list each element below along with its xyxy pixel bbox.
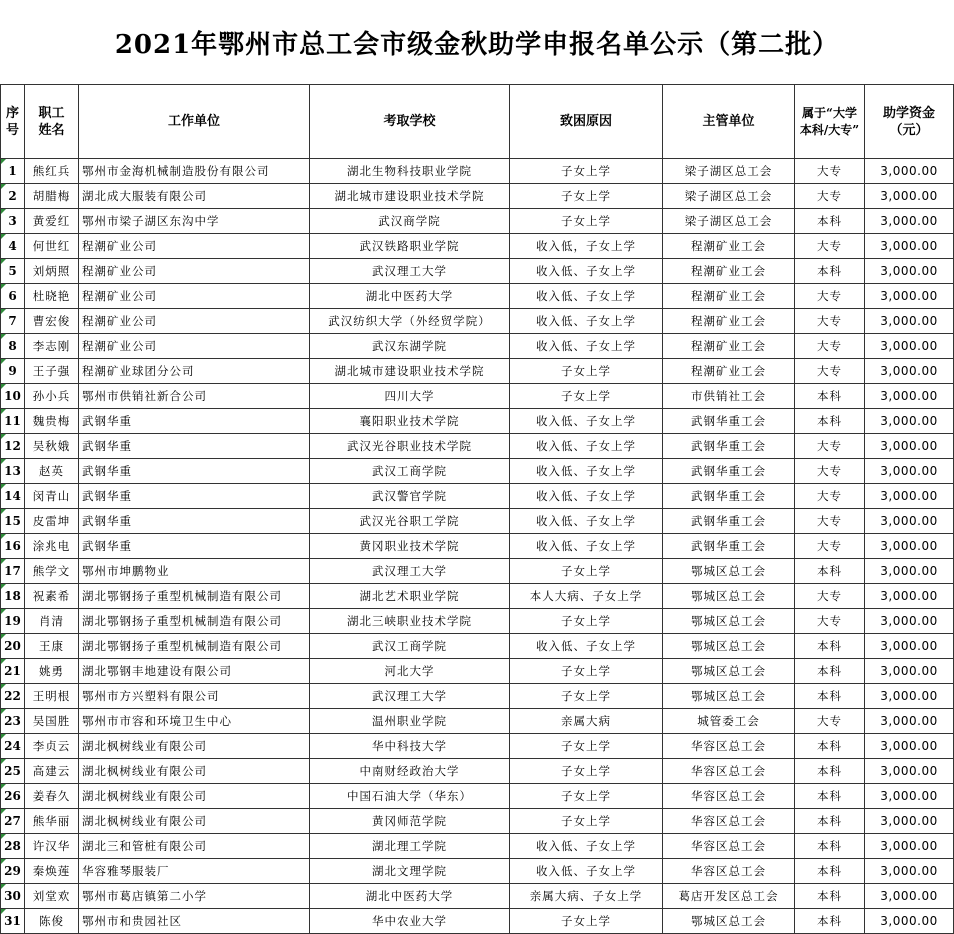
school: 黄冈师范学院 <box>310 809 510 834</box>
hardship-reason: 收入低、子女上学 <box>510 284 663 309</box>
degree-type: 本科 <box>795 559 865 584</box>
row-index: 21 <box>1 659 25 684</box>
school: 华中科技大学 <box>310 734 510 759</box>
aid-amount: 3,000.00 <box>865 584 954 609</box>
work-unit: 程潮矿业公司 <box>79 284 310 309</box>
department: 程潮矿业工会 <box>663 309 795 334</box>
hardship-reason: 收入低、子女上学 <box>510 859 663 884</box>
aid-amount: 3,000.00 <box>865 609 954 634</box>
row-index: 12 <box>1 434 25 459</box>
aid-amount: 3,000.00 <box>865 534 954 559</box>
degree-type: 本科 <box>795 909 865 934</box>
table-row <box>1 234 954 259</box>
school: 湖北生物科技职业学院 <box>310 159 510 184</box>
school: 武汉铁路职业学院 <box>310 234 510 259</box>
row-index: 29 <box>1 859 25 884</box>
applicant-name: 孙小兵 <box>25 384 79 409</box>
hardship-reason: 收入低、子女上学 <box>510 259 663 284</box>
department: 程潮矿业工会 <box>663 359 795 384</box>
degree-type: 大专 <box>795 509 865 534</box>
school: 武汉警官学院 <box>310 484 510 509</box>
aid-amount: 3,000.00 <box>865 859 954 884</box>
school: 武汉商学院 <box>310 209 510 234</box>
department: 武钢华重工会 <box>663 434 795 459</box>
department: 程潮矿业工会 <box>663 284 795 309</box>
table-row <box>1 434 954 459</box>
row-index: 23 <box>1 709 25 734</box>
applicant-name: 杜晓艳 <box>25 284 79 309</box>
row-index: 22 <box>1 684 25 709</box>
work-unit: 湖北枫树线业有限公司 <box>79 759 310 784</box>
school: 襄阳职业技术学院 <box>310 409 510 434</box>
school: 武汉理工大学 <box>310 559 510 584</box>
school: 武汉光谷职工学院 <box>310 509 510 534</box>
row-index: 16 <box>1 534 25 559</box>
work-unit: 鄂州市方兴塑料有限公司 <box>79 684 310 709</box>
hardship-reason: 子女上学 <box>510 734 663 759</box>
row-index: 4 <box>1 234 25 259</box>
applicant-name: 李志刚 <box>25 334 79 359</box>
applicant-table <box>0 84 954 934</box>
school: 湖北城市建设职业技术学院 <box>310 359 510 384</box>
applicant-name: 熊学文 <box>25 559 79 584</box>
row-index: 7 <box>1 309 25 334</box>
row-index: 27 <box>1 809 25 834</box>
work-unit: 湖北枫树线业有限公司 <box>79 784 310 809</box>
degree-type: 本科 <box>795 884 865 909</box>
degree-type: 大专 <box>795 534 865 559</box>
work-unit: 程潮矿业公司 <box>79 234 310 259</box>
degree-type: 本科 <box>795 684 865 709</box>
work-unit: 湖北鄂钢扬子重型机械制造有限公司 <box>79 584 310 609</box>
table-row <box>1 409 954 434</box>
degree-type: 大专 <box>795 459 865 484</box>
aid-amount: 3,000.00 <box>865 709 954 734</box>
degree-type: 本科 <box>795 409 865 434</box>
hardship-reason: 子女上学 <box>510 609 663 634</box>
row-index: 2 <box>1 184 25 209</box>
header-department: 主管单位 <box>663 85 795 159</box>
degree-type: 本科 <box>795 209 865 234</box>
work-unit: 武钢华重 <box>79 534 310 559</box>
work-unit: 武钢华重 <box>79 484 310 509</box>
row-index: 15 <box>1 509 25 534</box>
degree-type: 大专 <box>795 709 865 734</box>
work-unit: 湖北三和管桩有限公司 <box>79 834 310 859</box>
school: 湖北文理学院 <box>310 859 510 884</box>
aid-amount: 3,000.00 <box>865 734 954 759</box>
hardship-reason: 收入低、子女上学 <box>510 434 663 459</box>
work-unit: 程潮矿业公司 <box>79 259 310 284</box>
aid-amount: 3,000.00 <box>865 234 954 259</box>
applicant-name: 熊华丽 <box>25 809 79 834</box>
table-row <box>1 284 954 309</box>
hardship-reason: 收入低，子女上学 <box>510 234 663 259</box>
school: 中国石油大学（华东） <box>310 784 510 809</box>
hardship-reason: 子女上学 <box>510 684 663 709</box>
school: 华中农业大学 <box>310 909 510 934</box>
table-row <box>1 584 954 609</box>
school: 湖北理工学院 <box>310 834 510 859</box>
degree-type: 本科 <box>795 759 865 784</box>
header-school: 考取学校 <box>310 85 510 159</box>
aid-amount: 3,000.00 <box>865 284 954 309</box>
applicant-name: 姜春久 <box>25 784 79 809</box>
hardship-reason: 收入低、子女上学 <box>510 634 663 659</box>
department: 华容区总工会 <box>663 859 795 884</box>
table-row <box>1 259 954 284</box>
work-unit: 鄂州市葛店镇第二小学 <box>79 884 310 909</box>
degree-type: 大专 <box>795 334 865 359</box>
row-index: 28 <box>1 834 25 859</box>
aid-amount: 3,000.00 <box>865 834 954 859</box>
table-row <box>1 684 954 709</box>
table-row <box>1 459 954 484</box>
work-unit: 华容雅琴服装厂 <box>79 859 310 884</box>
table-row <box>1 209 954 234</box>
row-index: 6 <box>1 284 25 309</box>
department: 华容区总工会 <box>663 834 795 859</box>
applicant-name: 李贞云 <box>25 734 79 759</box>
work-unit: 鄂州市梁子湖区东沟中学 <box>79 209 310 234</box>
degree-type: 大专 <box>795 159 865 184</box>
header-index: 序号 <box>1 85 25 159</box>
department: 市供销社工会 <box>663 384 795 409</box>
degree-type: 大专 <box>795 359 865 384</box>
row-index: 8 <box>1 334 25 359</box>
department: 华容区总工会 <box>663 759 795 784</box>
applicant-name: 黄爱红 <box>25 209 79 234</box>
work-unit: 鄂州市和贵园社区 <box>79 909 310 934</box>
work-unit: 湖北成大服装有限公司 <box>79 184 310 209</box>
table-row <box>1 159 954 184</box>
department: 鄂城区总工会 <box>663 634 795 659</box>
department: 武钢华重工会 <box>663 534 795 559</box>
degree-type: 本科 <box>795 259 865 284</box>
department: 武钢华重工会 <box>663 509 795 534</box>
applicant-name: 王康 <box>25 634 79 659</box>
aid-amount: 3,000.00 <box>865 659 954 684</box>
aid-amount: 3,000.00 <box>865 259 954 284</box>
school: 湖北艺术职业学院 <box>310 584 510 609</box>
school: 黄冈职业技术学院 <box>310 534 510 559</box>
school: 湖北三峡职业技术学院 <box>310 609 510 634</box>
hardship-reason: 亲属大病 <box>510 709 663 734</box>
header-amount: 助学资金（元） <box>865 85 954 159</box>
applicant-name: 吴国胜 <box>25 709 79 734</box>
applicant-name: 高建云 <box>25 759 79 784</box>
row-index: 10 <box>1 384 25 409</box>
hardship-reason: 收入低、子女上学 <box>510 534 663 559</box>
hardship-reason: 子女上学 <box>510 384 663 409</box>
work-unit: 湖北鄂钢扬子重型机械制造有限公司 <box>79 634 310 659</box>
row-index: 19 <box>1 609 25 634</box>
hardship-reason: 亲属大病、子女上学 <box>510 884 663 909</box>
department: 华容区总工会 <box>663 734 795 759</box>
table-row <box>1 359 954 384</box>
school: 武汉纺织大学（外经贸学院） <box>310 309 510 334</box>
department: 葛店开发区总工会 <box>663 884 795 909</box>
hardship-reason: 子女上学 <box>510 659 663 684</box>
school: 温州职业学院 <box>310 709 510 734</box>
table-row <box>1 634 954 659</box>
school: 武汉理工大学 <box>310 684 510 709</box>
hardship-reason: 收入低、子女上学 <box>510 834 663 859</box>
work-unit: 鄂州市坤鹏物业 <box>79 559 310 584</box>
work-unit: 湖北鄂钢扬子重型机械制造有限公司 <box>79 609 310 634</box>
hardship-reason: 子女上学 <box>510 209 663 234</box>
row-index: 17 <box>1 559 25 584</box>
degree-type: 大专 <box>795 284 865 309</box>
table-row <box>1 734 954 759</box>
department: 程潮矿业工会 <box>663 259 795 284</box>
work-unit: 程潮矿业公司 <box>79 309 310 334</box>
row-index: 14 <box>1 484 25 509</box>
hardship-reason: 收入低、子女上学 <box>510 459 663 484</box>
hardship-reason: 子女上学 <box>510 784 663 809</box>
aid-amount: 3,000.00 <box>865 809 954 834</box>
aid-amount: 3,000.00 <box>865 459 954 484</box>
degree-type: 大专 <box>795 484 865 509</box>
table-row <box>1 559 954 584</box>
work-unit: 程潮矿业球团分公司 <box>79 359 310 384</box>
applicant-name: 许汉华 <box>25 834 79 859</box>
aid-amount: 3,000.00 <box>865 559 954 584</box>
degree-type: 大专 <box>795 584 865 609</box>
department: 武钢华重工会 <box>663 459 795 484</box>
applicant-name: 秦焕莲 <box>25 859 79 884</box>
table-row <box>1 809 954 834</box>
table-row <box>1 384 954 409</box>
school: 中南财经政治大学 <box>310 759 510 784</box>
aid-amount: 3,000.00 <box>865 759 954 784</box>
school: 四川大学 <box>310 384 510 409</box>
department: 程潮矿业工会 <box>663 234 795 259</box>
department: 鄂城区总工会 <box>663 659 795 684</box>
table-row <box>1 509 954 534</box>
table-row <box>1 659 954 684</box>
aid-amount: 3,000.00 <box>865 309 954 334</box>
aid-amount: 3,000.00 <box>865 409 954 434</box>
aid-amount: 3,000.00 <box>865 184 954 209</box>
work-unit: 湖北枫树线业有限公司 <box>79 809 310 834</box>
table-row <box>1 884 954 909</box>
row-index: 3 <box>1 209 25 234</box>
degree-type: 大专 <box>795 434 865 459</box>
applicant-name: 曹宏俊 <box>25 309 79 334</box>
degree-type: 大专 <box>795 184 865 209</box>
hardship-reason: 收入低、子女上学 <box>510 484 663 509</box>
table-row <box>1 184 954 209</box>
table-row <box>1 834 954 859</box>
hardship-reason: 子女上学 <box>510 759 663 784</box>
table-header-row <box>1 85 954 159</box>
applicant-name: 刘堂欢 <box>25 884 79 909</box>
degree-type: 本科 <box>795 384 865 409</box>
aid-amount: 3,000.00 <box>865 384 954 409</box>
hardship-reason: 本人大病、子女上学 <box>510 584 663 609</box>
school: 湖北中医药大学 <box>310 284 510 309</box>
work-unit: 武钢华重 <box>79 459 310 484</box>
row-index: 20 <box>1 634 25 659</box>
row-index: 30 <box>1 884 25 909</box>
school: 湖北中医药大学 <box>310 884 510 909</box>
table-row <box>1 759 954 784</box>
table-row <box>1 909 954 934</box>
degree-type: 大专 <box>795 309 865 334</box>
department: 华容区总工会 <box>663 784 795 809</box>
department: 鄂城区总工会 <box>663 584 795 609</box>
page-title: 2021年鄂州市总工会市级金秋助学申报名单公示（第二批） <box>114 29 840 60</box>
applicant-name: 陈俊 <box>25 909 79 934</box>
degree-type: 本科 <box>795 659 865 684</box>
hardship-reason: 子女上学 <box>510 184 663 209</box>
table-row <box>1 484 954 509</box>
applicant-name: 熊红兵 <box>25 159 79 184</box>
header-name: 职工姓名 <box>25 85 79 159</box>
work-unit: 鄂州市供销社新合公司 <box>79 384 310 409</box>
applicant-name: 闵青山 <box>25 484 79 509</box>
aid-amount: 3,000.00 <box>865 634 954 659</box>
table-row <box>1 709 954 734</box>
school: 湖北城市建设职业技术学院 <box>310 184 510 209</box>
aid-amount: 3,000.00 <box>865 334 954 359</box>
row-index: 24 <box>1 734 25 759</box>
applicant-name: 刘炳照 <box>25 259 79 284</box>
department: 城管委工会 <box>663 709 795 734</box>
work-unit: 湖北鄂钢丰地建设有限公司 <box>79 659 310 684</box>
aid-amount: 3,000.00 <box>865 434 954 459</box>
department: 武钢华重工会 <box>663 484 795 509</box>
row-index: 13 <box>1 459 25 484</box>
degree-type: 本科 <box>795 734 865 759</box>
hardship-reason: 收入低、子女上学 <box>510 334 663 359</box>
hardship-reason: 子女上学 <box>510 559 663 584</box>
aid-amount: 3,000.00 <box>865 509 954 534</box>
applicant-name: 姚勇 <box>25 659 79 684</box>
degree-type: 本科 <box>795 809 865 834</box>
aid-amount: 3,000.00 <box>865 359 954 384</box>
table-row <box>1 784 954 809</box>
department: 鄂城区总工会 <box>663 909 795 934</box>
applicant-name: 吴秋娥 <box>25 434 79 459</box>
department: 鄂城区总工会 <box>663 559 795 584</box>
applicant-name: 肖清 <box>25 609 79 634</box>
department: 梁子湖区总工会 <box>663 159 795 184</box>
applicant-name: 何世红 <box>25 234 79 259</box>
applicant-name: 涂兆电 <box>25 534 79 559</box>
table-row <box>1 534 954 559</box>
aid-amount: 3,000.00 <box>865 159 954 184</box>
department: 华容区总工会 <box>663 809 795 834</box>
school: 武汉工商学院 <box>310 634 510 659</box>
work-unit: 鄂州市金海机械制造股份有限公司 <box>79 159 310 184</box>
row-index: 1 <box>1 159 25 184</box>
hardship-reason: 收入低、子女上学 <box>510 409 663 434</box>
school: 武汉东湖学院 <box>310 334 510 359</box>
work-unit: 程潮矿业公司 <box>79 334 310 359</box>
degree-type: 本科 <box>795 834 865 859</box>
degree-type: 本科 <box>795 859 865 884</box>
row-index: 5 <box>1 259 25 284</box>
table-row <box>1 609 954 634</box>
department: 梁子湖区总工会 <box>663 184 795 209</box>
hardship-reason: 收入低、子女上学 <box>510 509 663 534</box>
degree-type: 本科 <box>795 634 865 659</box>
hardship-reason: 子女上学 <box>510 359 663 384</box>
row-index: 9 <box>1 359 25 384</box>
hardship-reason: 子女上学 <box>510 909 663 934</box>
department: 程潮矿业工会 <box>663 334 795 359</box>
row-index: 31 <box>1 909 25 934</box>
applicant-name: 皮雷坤 <box>25 509 79 534</box>
hardship-reason: 子女上学 <box>510 159 663 184</box>
school: 武汉工商学院 <box>310 459 510 484</box>
row-index: 18 <box>1 584 25 609</box>
department: 武钢华重工会 <box>663 409 795 434</box>
hardship-reason: 子女上学 <box>510 809 663 834</box>
school: 武汉理工大学 <box>310 259 510 284</box>
department: 梁子湖区总工会 <box>663 209 795 234</box>
degree-type: 大专 <box>795 234 865 259</box>
applicant-name: 祝素希 <box>25 584 79 609</box>
table-row <box>1 309 954 334</box>
header-reason: 致困原因 <box>510 85 663 159</box>
header-work-unit: 工作单位 <box>79 85 310 159</box>
row-index: 25 <box>1 759 25 784</box>
work-unit: 武钢华重 <box>79 509 310 534</box>
degree-type: 本科 <box>795 784 865 809</box>
work-unit: 武钢华重 <box>79 409 310 434</box>
department: 鄂城区总工会 <box>663 684 795 709</box>
aid-amount: 3,000.00 <box>865 209 954 234</box>
school: 武汉光谷职业技术学院 <box>310 434 510 459</box>
applicant-name: 胡腊梅 <box>25 184 79 209</box>
table-row <box>1 859 954 884</box>
aid-amount: 3,000.00 <box>865 884 954 909</box>
header-degree-type: 属于“大学本科/大专” <box>795 85 865 159</box>
table-row <box>1 334 954 359</box>
aid-amount: 3,000.00 <box>865 909 954 934</box>
aid-amount: 3,000.00 <box>865 484 954 509</box>
department: 鄂城区总工会 <box>663 609 795 634</box>
row-index: 26 <box>1 784 25 809</box>
applicant-name: 魏贵梅 <box>25 409 79 434</box>
work-unit: 武钢华重 <box>79 434 310 459</box>
work-unit: 鄂州市市容和环境卫生中心 <box>79 709 310 734</box>
applicant-name: 赵英 <box>25 459 79 484</box>
school: 河北大学 <box>310 659 510 684</box>
aid-amount: 3,000.00 <box>865 684 954 709</box>
hardship-reason: 收入低、子女上学 <box>510 309 663 334</box>
applicant-name: 王明根 <box>25 684 79 709</box>
work-unit: 湖北枫树线业有限公司 <box>79 734 310 759</box>
degree-type: 大专 <box>795 609 865 634</box>
aid-amount: 3,000.00 <box>865 784 954 809</box>
row-index: 11 <box>1 409 25 434</box>
applicant-name: 王子强 <box>25 359 79 384</box>
